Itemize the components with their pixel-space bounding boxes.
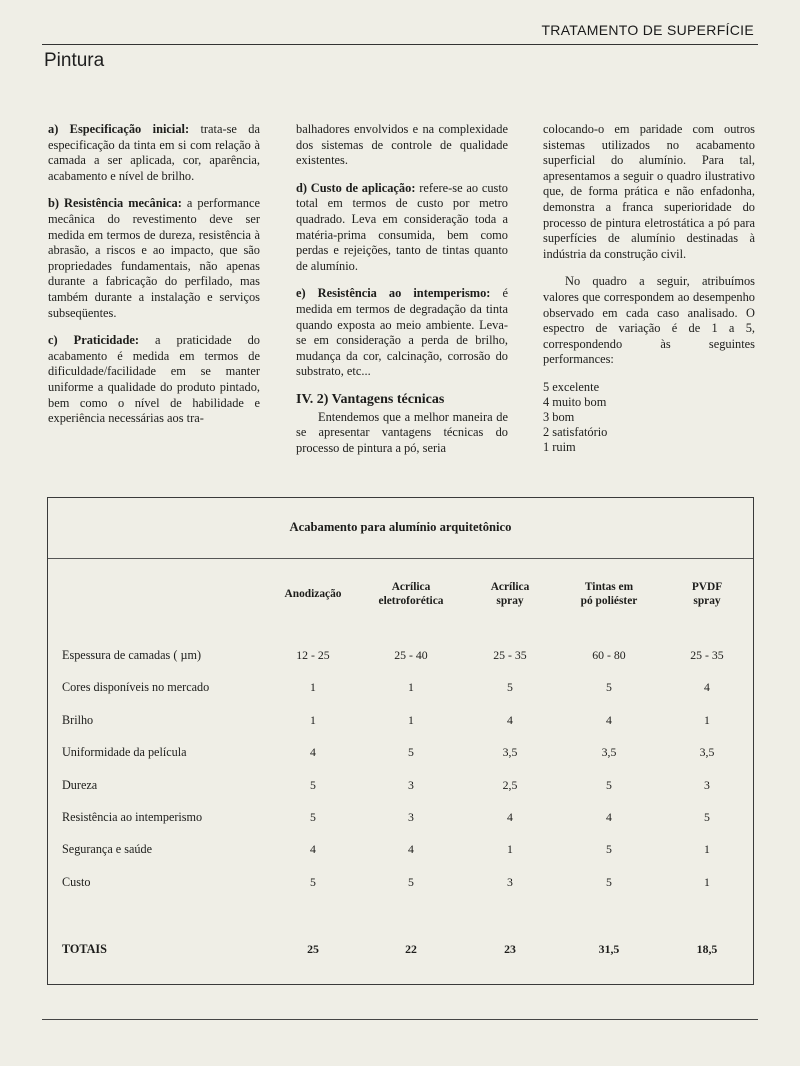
table-cell: 4 (408, 842, 414, 857)
table-cell: 5 (507, 680, 513, 695)
table-cell: 3,5 (699, 745, 715, 760)
page-title: Pintura (44, 50, 105, 71)
table-cell: 3 (507, 874, 513, 889)
table-cell: 5 (704, 810, 710, 824)
table-cell: 5 (606, 777, 612, 792)
table-cell: 5 (606, 680, 612, 695)
text-column-2 (296, 122, 508, 468)
table-cell: 4 (507, 712, 513, 727)
totals-cell: 18,5 (696, 942, 718, 956)
table-cell: 3 (408, 777, 414, 792)
table-cell: 3,5 (502, 745, 518, 760)
table-cell: 1 (310, 712, 316, 727)
paragraph-text: refere-se ao custo total em termos de custo por metro quadrado. Leva em consideração toda a matéria-prima consumida, bem como perdas e rejeições, tanto de tintas quanto de alumínio. (296, 180, 508, 273)
paragraph-continuation: balhadores envolvidos e na complexidade dos sistemas de controle de qualidade existentes. (296, 122, 508, 168)
totals-cell: 25 (307, 942, 319, 956)
table-cell: 1 (507, 842, 513, 857)
totals-cell: 22 (405, 942, 417, 956)
table-row-label: Brilho (62, 712, 94, 727)
table-column-header: Acrílica eletroforética (378, 581, 444, 607)
table-cell: 1 (408, 680, 414, 695)
rating-item: 3 bom (543, 409, 575, 424)
table-cell: 4 (507, 810, 513, 824)
paragraph-lead: d) Custo de aplicação: (296, 180, 416, 195)
paragraph-quadro: No quadro a seguir, atribuímos valores que correspondem ao desempenho observado em cada caso analisado. O espectro de variação é de 1 a 5, correspondendo às seguintes performances: (543, 274, 755, 367)
subsection-heading: IV. 2) Vantagens técnicas (296, 391, 445, 407)
rating-item: 5 excelente (543, 379, 600, 394)
table-cell: 5 (310, 874, 316, 889)
table-row-label: Dureza (62, 777, 98, 792)
comparison-table (47, 497, 754, 985)
paragraph-lead: e) Resistência ao intemperismo: (296, 286, 491, 301)
table-cell: 5 (606, 874, 612, 889)
paragraph-intemperismo (296, 286, 508, 380)
table-row-label: Resistência ao intemperismo (62, 810, 203, 824)
totals-cell: 23 (504, 942, 516, 956)
table-column-header: PVDF spray (691, 581, 723, 607)
table-cell: 4 (606, 712, 612, 727)
table-cell: 5 (408, 874, 414, 889)
table-cell: 4 (310, 745, 316, 760)
table-column-header: Anodização (284, 588, 342, 600)
table-cell: 4 (310, 842, 316, 857)
table-cell: 12 - 25 (296, 648, 330, 662)
paragraph-continuation: colocando-o em paridade com outros sistemas utilizados no acabamento superficial do alumínio. Para tal, apresentamos a seguir o quadro ilustrativo que, de forma prática e não enfadonha, demonstra a franca superioridade do processo de pintura eletrostática a pó para superfícies de alumínio destinadas à indústria da construção civil. (543, 122, 755, 261)
table-cell: 5 (310, 777, 316, 792)
table-row-label: Segurança e saúde (62, 842, 153, 857)
paragraph-text: trata-se da especificação da tinta em si com relação à camada a ser aplicada, cor, aparência, acabamento e nível de brilho. (48, 122, 260, 183)
table-cell: 3,5 (601, 745, 617, 760)
paragraph-text: a performance mecânica do revestimento deve ser medida em termos de dureza, resistência à abrasão, a riscos e ao impacto, que são propriedades fundamentais, não apenas durante a fabricação do perfilado, mas também durante a instalação e serviços subseqüentes. (48, 196, 260, 320)
table-cell: 25 - 35 (493, 648, 527, 662)
table-cell: 4 (606, 810, 612, 824)
rating-item: 2 satisfatório (543, 424, 608, 439)
table-cell: 25 - 35 (690, 648, 724, 662)
table-cell: 5 (408, 745, 414, 760)
paragraph-praticidade (48, 333, 260, 427)
table-column-header: Tintas em pó poliéster (580, 581, 638, 607)
paragraph-lead: a) Especificação inicial: (48, 122, 190, 136)
rating-scale-list (543, 380, 755, 455)
table-cell: 4 (704, 680, 710, 695)
table-cell: 1 (310, 680, 316, 695)
paragraph-lead: c) Praticidade: (48, 333, 140, 348)
text-column-3 (543, 122, 755, 455)
section-label: TRATAMENTO DE SUPERFÍCIE (541, 22, 754, 38)
table-cell: 1 (704, 842, 710, 857)
table-cell: 1 (704, 874, 710, 889)
paragraph-resistencia-mecanica (48, 196, 260, 321)
table-column-header: Acrílica spray (490, 581, 530, 607)
table-row-label: Espessura de camadas ( µm) (62, 648, 202, 662)
footer-divider (42, 1019, 758, 1020)
table-cell: 5 (310, 810, 316, 824)
table-cell: 3 (408, 810, 414, 824)
table-cell: 25 - 40 (394, 648, 428, 662)
table-row-label: Uniformidade da película (62, 745, 187, 760)
table-cell: 60 - 80 (592, 648, 626, 662)
paragraph-text: a praticidade do acabamento é medida em termos de dificuldade/facilidade em se manter uniforme a qualidade do produto pintado, bem como o nível de habilidade e experiência necessárias aos tra- (48, 333, 260, 426)
table-row-label: Custo (62, 874, 91, 889)
table-cell: 1 (704, 712, 710, 727)
paragraph-lead: b) Resistência mecânica: (48, 196, 182, 211)
rating-item: 1 ruim (543, 439, 576, 454)
totals-cell: 31,5 (598, 942, 620, 956)
table-title: Acabamento para alumínio arquitetônico (289, 520, 512, 534)
table-cell: 1 (408, 712, 414, 727)
text-column-1 (48, 122, 260, 439)
table-row-label: Cores disponíveis no mercado (62, 680, 210, 695)
paragraph-text: é medida em termos de degradação da tinta quando exposta ao meio ambiente. Leva-se em consideração a perda de brilho, mudança da cor, calcinação, corrosão do substrato, etc... (296, 286, 508, 379)
paragraph-vantagens: Entendemos que a melhor maneira de se apresentar vantagens técnicas do processo de pintura a pó, seria (296, 409, 508, 455)
table-cell: 3 (704, 777, 710, 792)
rating-item: 4 muito bom (543, 394, 607, 409)
table-cell: 2,5 (502, 777, 518, 792)
header-divider (42, 44, 758, 45)
totals-label: TOTAIS (62, 942, 107, 956)
paragraph-custo (296, 181, 508, 275)
table-divider (48, 558, 753, 559)
paragraph-especificacao (48, 122, 260, 184)
table-cell: 5 (606, 842, 612, 857)
